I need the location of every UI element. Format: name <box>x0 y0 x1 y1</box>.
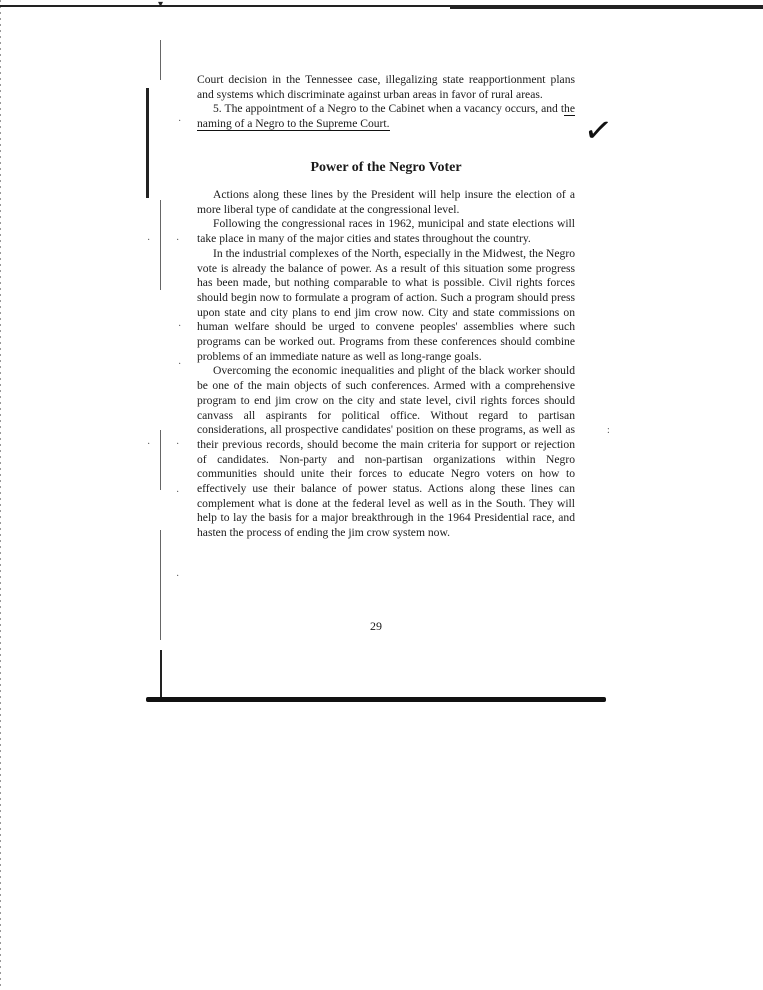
margin-line <box>160 530 161 640</box>
paragraph: Following the congressional races in 1962, municipal and state elections will take place in many of the major cities and states throughout the country. <box>197 217 575 246</box>
top-rule-heavy <box>450 6 763 9</box>
margin-dot: · <box>147 439 151 450</box>
margin-line <box>160 430 161 490</box>
top-tick-mark: ▾ <box>158 0 164 10</box>
item-5-paragraph <box>197 102 575 131</box>
paragraph: Overcoming the economic inequalities and plight of the black worker should be one of the main objects of such conferences. Armed with a comprehensive program to end jim crow on the city and state level, civil rights forces should canvass all aspirants for political office. Without regard to partisan considerations, all prospective candidates' position on these programs, as well as their previous records, should become the main criteria for support or rejection of candidates. Non-party and non-partisan organizations within Negro communities should unite their forces to educate Negro voters on how to effectively use their balance of power status. Actions along these lines can complement what is done at the federal level as well as in the South. They will help to lay the basis for a major breakthrough in the 1964 Presidential race, and hasten the process of ending the jim crow system now. <box>197 364 575 540</box>
body-text <box>197 188 575 541</box>
paragraph: In the industrial complexes of the North, especially in the Midwest, the Negro vote is already the balance of power. As a result of this situation some progress has been made, but nothing comparable to what is possible. Civil rights forces should begin now to formulate a program of action. Such a program should press upon state and city plans to end jim crow now. City and state commissions on human welfare should be urged to convene peoples' assemblies where such programs can be worked out. Programs from these conferences should combine problems of an immediate nature as well as long-range goals. <box>197 246 575 363</box>
margin-dot: · <box>147 235 151 246</box>
margin-dot: · <box>178 321 182 332</box>
margin-dot: · <box>178 359 182 370</box>
continuation-block <box>197 73 575 131</box>
page-number: 29 <box>370 619 382 633</box>
continuation-paragraph: Court decision in the Tennessee case, illegalizing state reapportionment plans and systems which discriminate against urban areas in favor of rural areas. <box>197 73 575 101</box>
scan-edge-dots <box>0 0 1 990</box>
margin-line <box>160 40 161 80</box>
margin-dot: : <box>607 425 610 436</box>
bottom-rule <box>146 697 606 702</box>
margin-line <box>160 200 161 290</box>
item-5-underlined-text: he naming of a Negro to the Supreme Court. <box>197 102 575 130</box>
margin-line <box>160 650 162 698</box>
paragraph: Actions along these lines by the President will help insure the election of a more liberal type of candidate at the congressional level. <box>197 188 575 216</box>
margin-bracket <box>146 88 152 198</box>
margin-dot: · <box>176 571 180 582</box>
margin-dot: · <box>178 116 182 127</box>
section-heading: Power of the Negro Voter <box>310 160 462 175</box>
margin-dot: · <box>176 439 180 450</box>
margin-dot: · <box>176 235 180 246</box>
margin-dot: · <box>176 487 180 498</box>
checkmark-icon: ✓ <box>581 109 616 153</box>
item-5-text: 5. The appointment of a Negro to the Cabinet when a vacancy occurs, and t <box>213 102 565 116</box>
